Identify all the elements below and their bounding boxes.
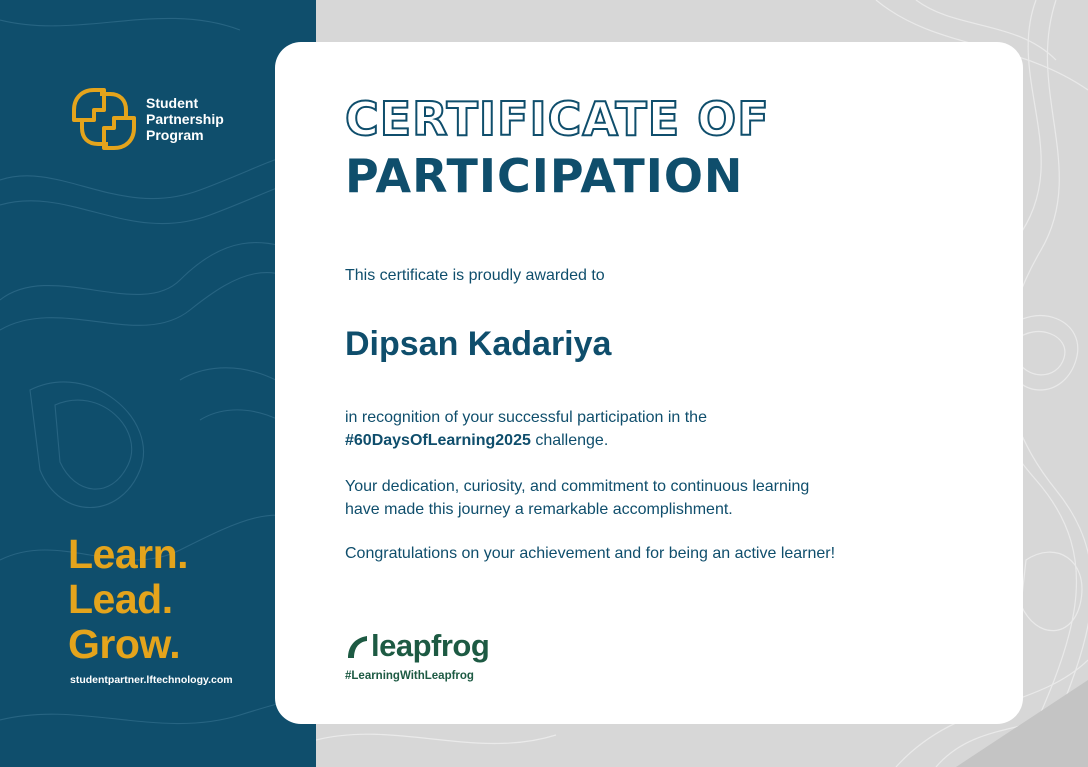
challenge-hashtag: #60DaysOfLearning2025 bbox=[345, 432, 531, 449]
sidebar-panel bbox=[0, 0, 316, 767]
leapfrog-swoosh-icon bbox=[345, 632, 369, 660]
certificate-title-solid: PARTICIPATION bbox=[345, 149, 744, 203]
company-tagline: #LearningWithLeapfrog bbox=[345, 670, 474, 682]
challenge-suffix: challenge. bbox=[530, 432, 609, 449]
website-url: studentpartner.lftechnology.com bbox=[70, 674, 233, 686]
company-name: leapfrog bbox=[371, 628, 490, 663]
slogan-line2: Lead. bbox=[68, 576, 173, 622]
interlocking-s-logo-icon bbox=[70, 86, 138, 152]
dedication-line1: Your dedication, curiosity, and commitment to continuous learning bbox=[345, 478, 810, 495]
dedication-line2: have made this journey a remarkable accomplishment. bbox=[345, 501, 733, 518]
slogan bbox=[68, 532, 188, 667]
program-name-line3: Program bbox=[146, 127, 204, 143]
program-logo bbox=[70, 86, 224, 152]
certificate-card bbox=[275, 42, 1023, 724]
slogan-line1: Learn. bbox=[68, 531, 189, 577]
certificate-title-outline: CERTIFICATE OF bbox=[345, 92, 770, 146]
program-name-line1: Student bbox=[146, 95, 199, 111]
leapfrog-logo bbox=[345, 628, 489, 664]
recipient-name: Dipsan Kadariya bbox=[345, 325, 612, 363]
program-name-line2: Partnership bbox=[146, 111, 224, 127]
congratulations-text: Congratulations on your achievement and for being an active learner! bbox=[345, 545, 836, 562]
slogan-line3: Grow. bbox=[68, 621, 181, 667]
program-name bbox=[146, 95, 224, 143]
recognition-line2 bbox=[345, 429, 608, 452]
awarded-to-text: This certificate is proudly awarded to bbox=[345, 267, 605, 284]
recognition-line1: in recognition of your successful participation in the bbox=[345, 409, 707, 426]
